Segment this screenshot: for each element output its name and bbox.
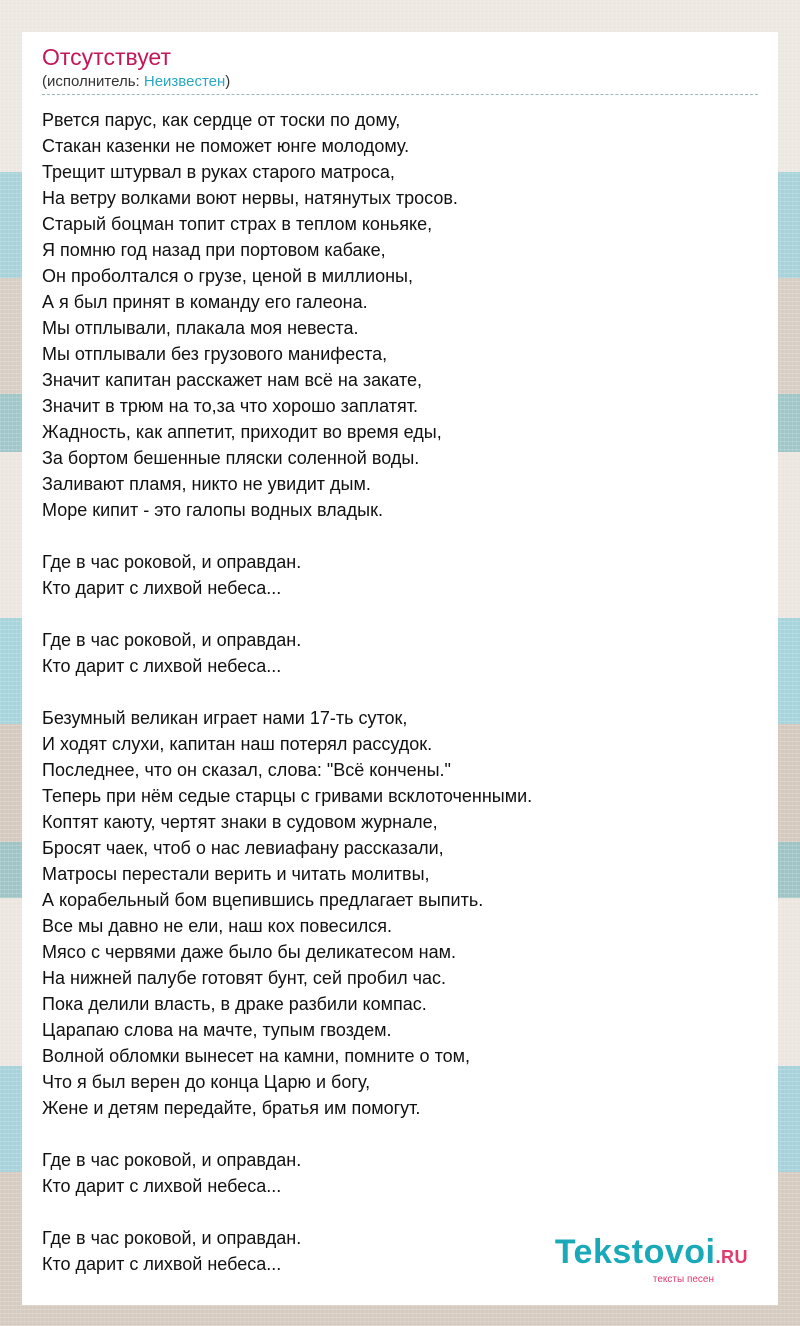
lyrics-text: [42, 107, 758, 1277]
lyric-line: Море кипит - это галопы водных владык.: [42, 500, 383, 520]
lyric-line: На ветру волками воют нервы, натянутых тросов.: [42, 188, 458, 208]
lyric-line: Мы отплывали без грузового манифеста,: [42, 344, 388, 364]
lyric-line: Бросят чаек, чтоб о нас левиафану рассказали,: [42, 838, 444, 858]
logo-tld-text: .RU: [715, 1247, 748, 1267]
lyric-line: Значит в трюм на то,за что хорошо заплатят.: [42, 396, 418, 416]
artist-line: [42, 72, 758, 95]
lyric-blank-line: [42, 523, 758, 549]
lyric-line: Мы отплывали, плакала моя невеста.: [42, 318, 359, 338]
lyric-line: Жене и детям передайте, братья им помогут.: [42, 1098, 421, 1118]
lyric-line: Все мы давно не ели, наш кох повесился.: [42, 916, 392, 936]
lyric-line: Мясо с червями даже было бы деликатесом нам.: [42, 942, 456, 962]
lyric-line: Рвется парус, как сердце от тоски по дому,: [42, 110, 401, 130]
logo-main-text: Tekstovoi: [554, 1233, 716, 1271]
lyric-line: А корабельный бом вцепившись предлагает выпить.: [42, 890, 484, 910]
lyric-line: Матросы перестали верить и читать молитвы,: [42, 864, 430, 884]
lyric-blank-line: [42, 1199, 758, 1225]
lyric-line: Трещит штурвал в руках старого матроса,: [42, 162, 395, 182]
lyric-blank-line: [42, 1121, 758, 1147]
lyric-line: Последнее, что он сказал, слова: "Всё кончены.": [42, 760, 451, 780]
artist-link[interactable]: Неизвестен: [143, 73, 226, 90]
lyric-line: Волной обломки вынесет на камни, помните о том,: [42, 1046, 471, 1066]
artist-prefix: (исполнитель:: [42, 73, 144, 90]
site-logo[interactable]: [555, 1234, 748, 1285]
lyric-line: Где в час роковой, и оправдан.: [42, 630, 302, 650]
lyrics-card: [22, 32, 778, 1305]
lyric-line: Он проболтался о грузе, ценой в миллионы,: [42, 266, 413, 286]
lyric-line: Коптят каюту, чертят знаки в судовом журнале,: [42, 812, 438, 832]
lyric-line: Где в час роковой, и оправдан.: [42, 1150, 302, 1170]
lyric-line: Я помню год назад при портовом кабаке,: [42, 240, 386, 260]
logo-subtitle: тексты песен: [652, 1274, 714, 1285]
lyric-line: Кто дарит с лихвой небеса...: [42, 1176, 282, 1196]
lyric-line: И ходят слухи, капитан наш потерял рассудок.: [42, 734, 433, 754]
lyric-line: Кто дарит с лихвой небеса...: [42, 578, 282, 598]
lyric-line: Значит капитан расскажет нам всё на закате,: [42, 370, 423, 390]
song-title: Отсутствует: [42, 44, 171, 70]
lyric-line: Стакан казенки не поможет юнге молодому.: [42, 136, 410, 156]
artist-suffix: ): [225, 73, 231, 90]
lyric-line: Что я был верен до конца Царю и богу,: [42, 1072, 371, 1092]
lyric-line: Безумный великан играет нами 17-ть суток,: [42, 708, 408, 728]
lyric-line: На нижней палубе готовят бунт, сей пробил час.: [42, 968, 447, 988]
lyric-line: Царапаю слова на мачте, тупым гвоздем.: [42, 1020, 392, 1040]
lyric-line: Кто дарит с лихвой небеса...: [42, 656, 282, 676]
lyric-line: За бортом бешенные пляски соленной воды.: [42, 448, 420, 468]
lyric-line: Заливают пламя, никто не увидит дым.: [42, 474, 371, 494]
lyric-line: Жадность, как аппетит, приходит во время еды,: [42, 422, 442, 442]
lyric-line: Пока делили власть, в драке разбили компас.: [42, 994, 427, 1014]
lyric-blank-line: [42, 601, 758, 627]
lyric-line: Кто дарит с лихвой небеса...: [42, 1254, 282, 1274]
lyric-line: Старый боцман топит страх в теплом коньяке,: [42, 214, 433, 234]
lyric-line: А я был принят в команду его галеона.: [42, 292, 368, 312]
lyric-line: Где в час роковой, и оправдан.: [42, 552, 302, 572]
lyric-line: Теперь при нём седые старцы с гривами всклоточенными.: [42, 786, 533, 806]
lyric-blank-line: [42, 679, 758, 705]
lyric-line: Где в час роковой, и оправдан.: [42, 1228, 302, 1248]
